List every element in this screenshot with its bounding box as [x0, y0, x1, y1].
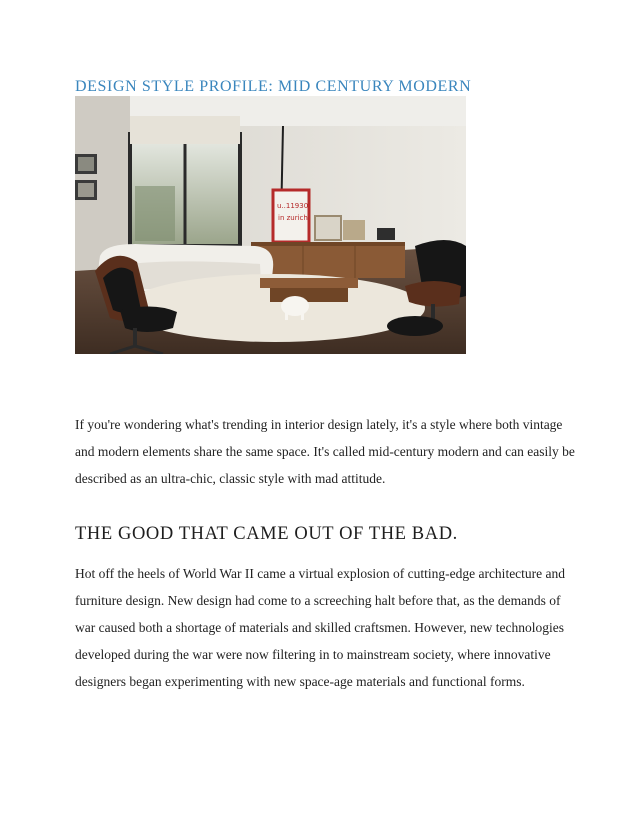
page-title: DESIGN STYLE PROFILE: MID CENTURY MODERN: [75, 78, 472, 95]
living-room-photo: [75, 96, 466, 354]
section-heading: THE GOOD THAT CAME OUT OF THE BAD.: [75, 524, 458, 544]
intro-paragraph: If you're wondering what's trending in interior design lately, it's a style where both vintage and modern elements share the same space. It's called mid-century modern and can easily be described as an ultra-chic, classic style with mad attitude.: [75, 417, 575, 486]
svg-text:u..11930: u..11930: [277, 202, 309, 210]
section-paragraph: Hot off the heels of World War II came a virtual explosion of cutting-edge architecture and furniture design. New design had come to a screeching halt before that, as the demands of war caused both a shortage of materials and skilled craftsmen. However, new technologies developed during the war were now filtering in to mainstream society, where innovative designers began experimenting with new space-age materials and functional forms.: [75, 566, 566, 689]
svg-text:in zurich: in zurich: [278, 214, 308, 222]
